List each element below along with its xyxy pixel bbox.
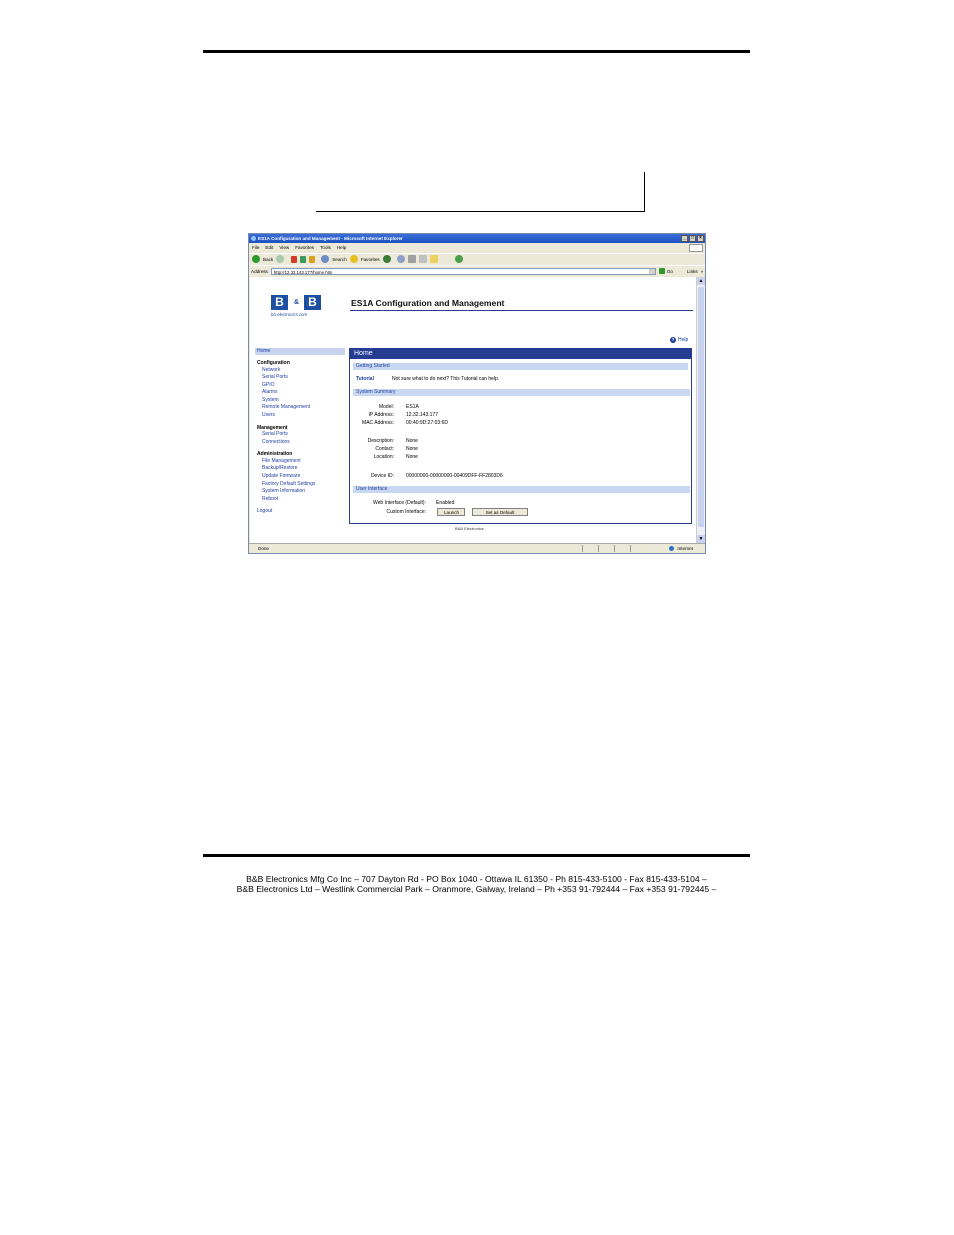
help-link[interactable] [670,337,688,343]
section-getting-started: Getting Started [353,363,688,370]
search-button[interactable]: Search [332,256,347,262]
address-label: Address [251,268,268,274]
back-button[interactable]: Back [263,256,274,262]
sidebar-section-management: Management [257,424,288,431]
print-icon[interactable] [408,255,416,263]
sidebar-section-configuration: Configuration [257,360,290,366]
window-title: ES1A Configuration and Management - Microsoft Internet Explorer [258,236,403,241]
windows-logo-icon [689,244,703,252]
close-icon[interactable]: × [697,235,704,242]
edit-icon[interactable] [419,255,427,263]
home-icon[interactable] [309,256,315,263]
sidebar-item-factory-default[interactable]: Factory Default Settings [262,480,316,487]
menu-tools[interactable]: Tools [320,245,331,250]
menu-view[interactable]: View [279,245,290,250]
logo-ampersand: & [293,299,300,306]
home-panel [349,348,692,524]
mac-value: 00:40:9D:27:03:6D [406,420,448,426]
status-text: Done [258,546,269,551]
page-viewport [250,277,696,543]
address-value: http://12.32.143.177/home.htm [273,269,333,275]
sidebar-item-gpio[interactable]: GPIO [262,381,275,388]
menu-bar [249,244,705,252]
set-as-default-button[interactable]: Set as Default [472,508,528,516]
sidebar-item-mgmt-serial-ports[interactable]: Serial Ports [262,431,288,438]
location-label: Location: [373,454,394,460]
menu-edit[interactable]: Edit [265,245,274,250]
launch-button[interactable]: Launch [437,508,465,516]
globe-icon [669,546,674,551]
ip-value: 12.32.143.177 [406,412,438,418]
page-footer: B&B Electronics [455,526,484,531]
sidebar-item-backup-restore[interactable]: Backup/Restore [262,465,298,472]
status-bar [249,543,705,553]
help-icon[interactable]: ? [671,337,675,342]
tutorial-text: Not sure what to do next? This Tutorial can help. [392,376,500,382]
sidebar-item-alarms[interactable]: Alarms [262,389,278,396]
custom-interface-label: Custom Interface: [386,509,426,515]
address-bar [249,265,705,276]
address-input[interactable] [271,268,656,275]
favorites-button[interactable]: Favorites [360,256,380,262]
sidebar-item-update-firmware[interactable]: Update Firmware [262,473,301,480]
sidebar-item-connections[interactable]: Connections [262,438,290,445]
window-titlebar [249,234,705,243]
sidebar-item-system-information[interactable]: System Information [262,488,306,495]
model-value: ES1A [406,404,419,410]
menu-file[interactable]: File [252,245,260,250]
chevron-right-icon[interactable]: » [700,268,704,274]
menu-favorites[interactable]: Favorites [295,245,315,250]
links-label[interactable]: Links [687,268,698,274]
location-value: None [406,454,418,460]
folder-icon[interactable] [430,255,438,263]
device-id-value: 00000000-00000000-00409DFF-FF2803D6 [406,473,503,479]
stop-icon[interactable] [291,256,297,263]
vertical-scrollbar[interactable] [696,277,705,543]
document-footer-line-2: B&B Electronics Ltd – Westlink Commercial Park – Oranmore, Galway, Ireland – Ph +353 91-792444 – Fax +353 91-792445 – [236,884,717,894]
section-system-summary: System Summary [353,389,690,396]
ip-label: IP Address: [368,412,394,418]
forward-arrow-icon[interactable] [276,255,284,263]
sidebar-nav [255,348,345,514]
messenger-icon[interactable] [455,255,463,263]
maximize-icon[interactable]: □ [690,235,695,241]
device-id-label: Device ID: [370,473,394,479]
menu-help[interactable]: Help [336,245,347,250]
zone-label: Internet [677,546,693,551]
refresh-icon[interactable] [300,256,306,263]
help-label[interactable]: Help [678,337,689,343]
contact-label: Contact: [375,446,394,452]
status-divider [614,545,615,552]
sidebar-item-system[interactable]: System [262,396,279,403]
status-divider [598,545,599,552]
page-title: ES1A Configuration and Management [351,298,505,308]
scroll-thumb[interactable] [698,287,704,527]
sidebar-item-network[interactable]: Network [262,366,281,373]
callout-line [644,172,645,212]
contact-value: None [406,446,418,452]
sidebar-section-administration: Administration [257,451,293,458]
description-value: None [406,438,418,444]
panel-header: Home [350,349,691,359]
web-interface-value: Enabled [436,500,455,506]
tutorial-link[interactable]: Tutorial [356,376,374,382]
sidebar-item-home[interactable]: Home [255,348,345,355]
mac-label: MAC Address: [362,420,394,426]
back-arrow-icon[interactable] [252,255,260,263]
logo-b-right: B [304,295,321,310]
status-divider [630,545,631,552]
go-arrow-icon[interactable] [659,268,665,274]
status-divider [582,545,583,552]
sidebar-item-file-management[interactable]: File Management [262,457,301,464]
scroll-down-icon[interactable]: ▼ [698,536,704,542]
sidebar-item-remote-management[interactable]: Remote Management [262,404,311,411]
chevron-down-icon[interactable] [649,269,655,274]
bottom-rule [203,854,750,857]
heading-divider [350,310,693,311]
internet-zone [669,544,693,554]
logo-b-left: B [271,295,288,310]
history-icon[interactable] [383,255,391,263]
top-rule [203,50,750,53]
sidebar-item-reboot[interactable]: Reboot [262,495,279,502]
mail-icon[interactable] [397,255,405,263]
minimize-icon[interactable]: _ [681,235,688,242]
model-label: Model: [378,404,394,410]
logo-url: bb-electronics.com [271,312,308,317]
ie-icon [251,236,256,241]
search-icon[interactable] [321,255,329,263]
description-label: Description: [367,438,394,444]
sidebar-item-logout[interactable]: Logout [257,508,273,515]
sidebar-item-serial-ports[interactable]: Serial Ports [262,374,288,381]
sidebar-item-users[interactable]: Users [262,412,276,419]
favorites-star-icon[interactable] [350,255,358,263]
section-user-interface: User Interface [353,486,690,493]
callout-line-horizontal [316,211,645,212]
go-button[interactable]: Go [666,268,673,274]
scroll-up-icon[interactable]: ▲ [698,278,704,284]
web-interface-label: Web Interface (Default): [373,500,426,506]
browser-toolbar [249,253,705,264]
document-footer-line-1: B&B Electronics Mfg Co Inc – 707 Dayton Rd - PO Box 1040 - Ottawa IL 61350 - Ph 815-433-5100 - Fax 815-433-5104 – [246,874,707,884]
browser-window [248,233,706,554]
